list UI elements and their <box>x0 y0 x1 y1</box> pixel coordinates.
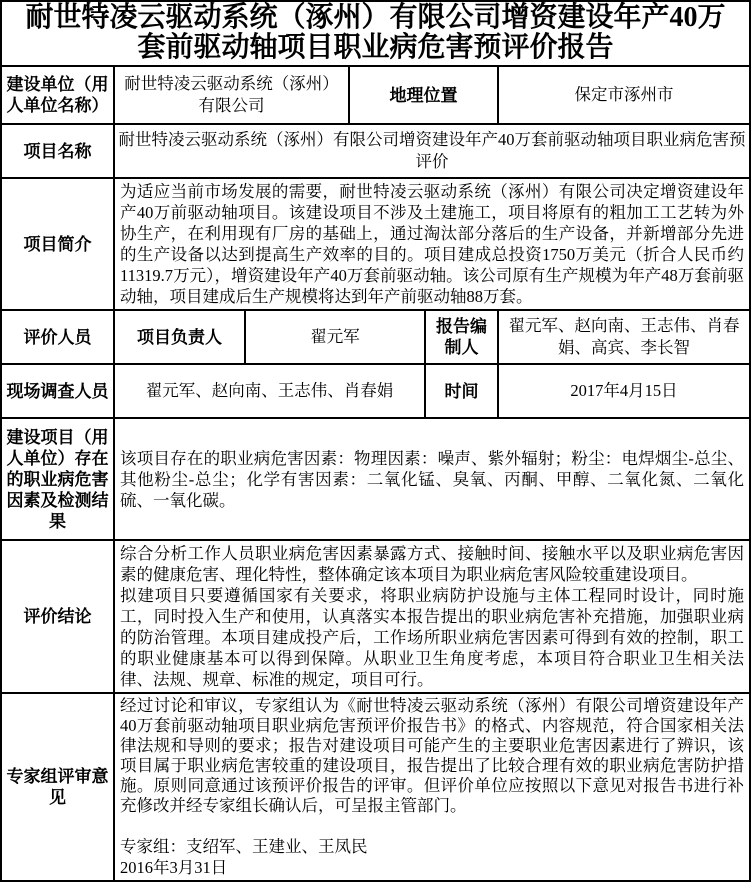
project-name-label: 项目名称 <box>1 124 114 178</box>
evaluators-label: 评价人员 <box>1 310 114 364</box>
construction-unit-value: 耐世特凌云驱动系统（涿州）有限公司 <box>114 66 349 124</box>
report-title-line1: 耐世特凌云驱动系统（涿州）有限公司增资建设年产40万 <box>25 2 726 33</box>
construction-unit-label: 建设单位（用人单位名称） <box>1 66 114 124</box>
hazards-row <box>1 418 750 540</box>
expert-review-label: 专家组评审意见 <box>1 693 114 881</box>
project-name-value: 耐世特凌云驱动系统（涿州）有限公司增资建设年产40万套前驱动轴项目职业病危害预评价 <box>114 124 750 178</box>
report-writers-label: 报告编制人 <box>425 310 498 364</box>
expert-review-row <box>1 693 750 881</box>
time-label: 时间 <box>425 364 498 418</box>
project-name-row <box>1 124 750 178</box>
conclusion-row <box>1 540 750 693</box>
project-leader-label: 项目负责人 <box>114 310 245 364</box>
conclusion-value <box>114 540 750 693</box>
construction-unit-row <box>1 66 750 124</box>
title-row <box>1 1 750 66</box>
expert-review-date: 2016年3月31日 <box>120 858 228 877</box>
project-intro-value: 为适应当前市场发展的需要，耐世特凌云驱动系统（涿州）有限公司决定增资建设年产40万前驱动轴项目。该建设项目不涉及土建施工，项目将原有的粗加工工艺转为外协生产，在利用现有厂房的基础上，通过淘汰部分落后的生产设备，并新增部分先进的生产设备以达到提高生产效率的目的。项目建成总投资1750万美元（折合人民币约11319.7万元），增资建设年产40万套前驱动轴。该公司原有生产规模为年产48万套前驱动轴，项目建成后生产规模将达到年产前驱动轴88万套。 <box>114 178 750 310</box>
expert-group-names: 专家组：支绍军、王建业、王凤民 <box>120 837 368 856</box>
hazards-value: 该项目存在的职业病危害因素：物理因素：噪声、紫外辐射；粉尘：电焊烟尘-总尘、其他粉尘-总尘；化学有害因素：二氧化锰、臭氧、丙酮、甲醇、二氧化氮、二氧化硫、一氧化碳。 <box>114 418 750 540</box>
report-writers-value: 翟元军、赵向南、王志伟、肖春娟、高宾、李长智 <box>498 310 750 364</box>
report-title <box>1 1 750 66</box>
site-survey-label: 现场调查人员 <box>1 364 114 418</box>
conclusion-paragraph-2: 拟建项目只要遵循国家有关要求，将职业病防护设施与主体工程同时设计，同时施工，同时投入生产和使用，认真落实本报告提出的职业病危害补充措施，加强职业病的防治管理。本项目建成投产后，工作场所职业病危害因素可得到有效的控制，职工的职业健康基本可以得到保障。从职业卫生角度考虑，本项目符合职业卫生相关法律、法规、规章、标准的规定，项目可行。 <box>120 586 745 689</box>
site-survey-value: 翟元军、赵向南、王志伟、肖春娟 <box>114 364 425 418</box>
project-intro-label: 项目简介 <box>1 178 114 310</box>
project-leader-value: 翟元军 <box>245 310 425 364</box>
blank-line <box>120 816 744 836</box>
location-label: 地理位置 <box>349 66 498 124</box>
conclusion-paragraph-1: 综合分析工作人员职业病危害因素暴露方式、接触时间、接触水平以及职业病危害因素的健康危害、理化特性，整体确定该本项目为职业病危害风险较重建设项目。 <box>120 544 745 584</box>
expert-review-value <box>114 693 750 881</box>
report-title-line2: 套前驱动轴项目职业病危害预评价报告 <box>137 32 614 63</box>
location-value: 保定市涿州市 <box>498 66 750 124</box>
expert-review-paragraph: 经过讨论和审议，专家组认为《耐世特凌云驱动系统（涿州）有限公司增资建设年产40万套前驱动轴项目职业病危害预评价报告书》的格式、内容规范，符合国家相关法律法规和导则的要求；报告对建设项目可能产生的主要职业危害因素进行了辨识，该项目属于职业病危害较重的建设项目，报告提出了比较合理有效的职业病危害防护措施。原则同意通过该预评价报告的评审。但评价单位应按照以下意见对报告书进行补充修改并经专家组长确认后，可呈报主管部门。 <box>120 696 745 815</box>
project-intro-row <box>1 178 750 310</box>
site-survey-row <box>1 364 750 418</box>
conclusion-label: 评价结论 <box>1 540 114 693</box>
evaluators-row <box>1 310 750 364</box>
time-value: 2017年4月15日 <box>498 364 750 418</box>
hazards-label: 建设项目（用人单位）存在的职业病危害因素及检测结果 <box>1 418 114 540</box>
